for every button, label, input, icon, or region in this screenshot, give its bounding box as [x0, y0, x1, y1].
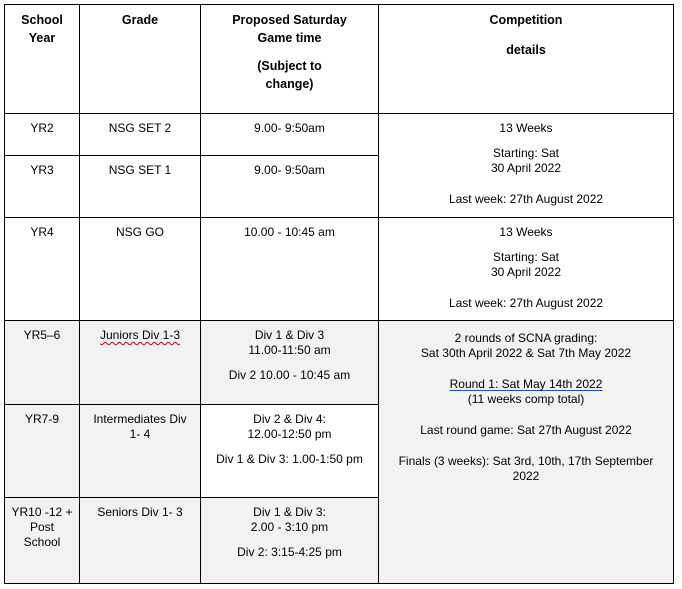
header-grade: Grade	[80, 5, 201, 114]
cell-grade: Seniors Div 1- 3	[80, 498, 201, 584]
cell-time: Div 1 & Div 3 11.00-11:50 am Div 2 10.00 - 10:45 am	[201, 321, 379, 405]
cell-year: YR4	[5, 218, 80, 321]
header-competition: Competition details	[379, 5, 674, 114]
table-row-yr2	[5, 114, 674, 156]
cell-grade: NSG SET 2	[80, 114, 201, 156]
cell-comp-yr4: 13 Weeks Starting: Sat 30 April 2022 Last week: 27th August 2022	[379, 218, 674, 321]
cell-grade: NSG GO	[80, 218, 201, 321]
cell-comp-seniors: 2 rounds of SCNA grading: Sat 30th April 2022 & Sat 7th May 2022 Round 1: Sat May 14th 2022 (11 weeks comp total) Last round game: Sat 27th August 2022 Finals (3 weeks): Sat 3rd, 10th, 17th September 2022	[379, 321, 674, 584]
cell-grade: Intermediates Div 1- 4	[80, 405, 201, 498]
cell-year: YR7-9	[5, 405, 80, 498]
cell-grade: NSG SET 1	[80, 156, 201, 218]
cell-grade: Juniors Div 1-3	[80, 321, 201, 405]
cell-time: 10.00 - 10:45 am	[201, 218, 379, 321]
schedule-table	[4, 4, 674, 584]
header-game-time: Proposed Saturday Game time (Subject to change)	[201, 5, 379, 114]
cell-year: YR2	[5, 114, 80, 156]
cell-time: 9.00- 9:50am	[201, 114, 379, 156]
cell-time: 9.00- 9:50am	[201, 156, 379, 218]
cell-year: YR10 -12 + Post School	[5, 498, 80, 584]
cell-comp-yr2-3: 13 Weeks Starting: Sat 30 April 2022 Last week: 27th August 2022	[379, 114, 674, 218]
cell-year: YR3	[5, 156, 80, 218]
header-school-year: School Year	[5, 5, 80, 114]
cell-time: Div 1 & Div 3: 2.00 - 3:10 pm Div 2: 3:15-4:25 pm	[201, 498, 379, 584]
cell-time: Div 2 & Div 4: 12.00-12:50 pm Div 1 & Div 3: 1.00-1:50 pm	[201, 405, 379, 498]
table-row-yr4	[5, 218, 674, 321]
table-row-yr5-6	[5, 321, 674, 405]
cell-year: YR5–6	[5, 321, 80, 405]
header-row	[5, 5, 674, 114]
